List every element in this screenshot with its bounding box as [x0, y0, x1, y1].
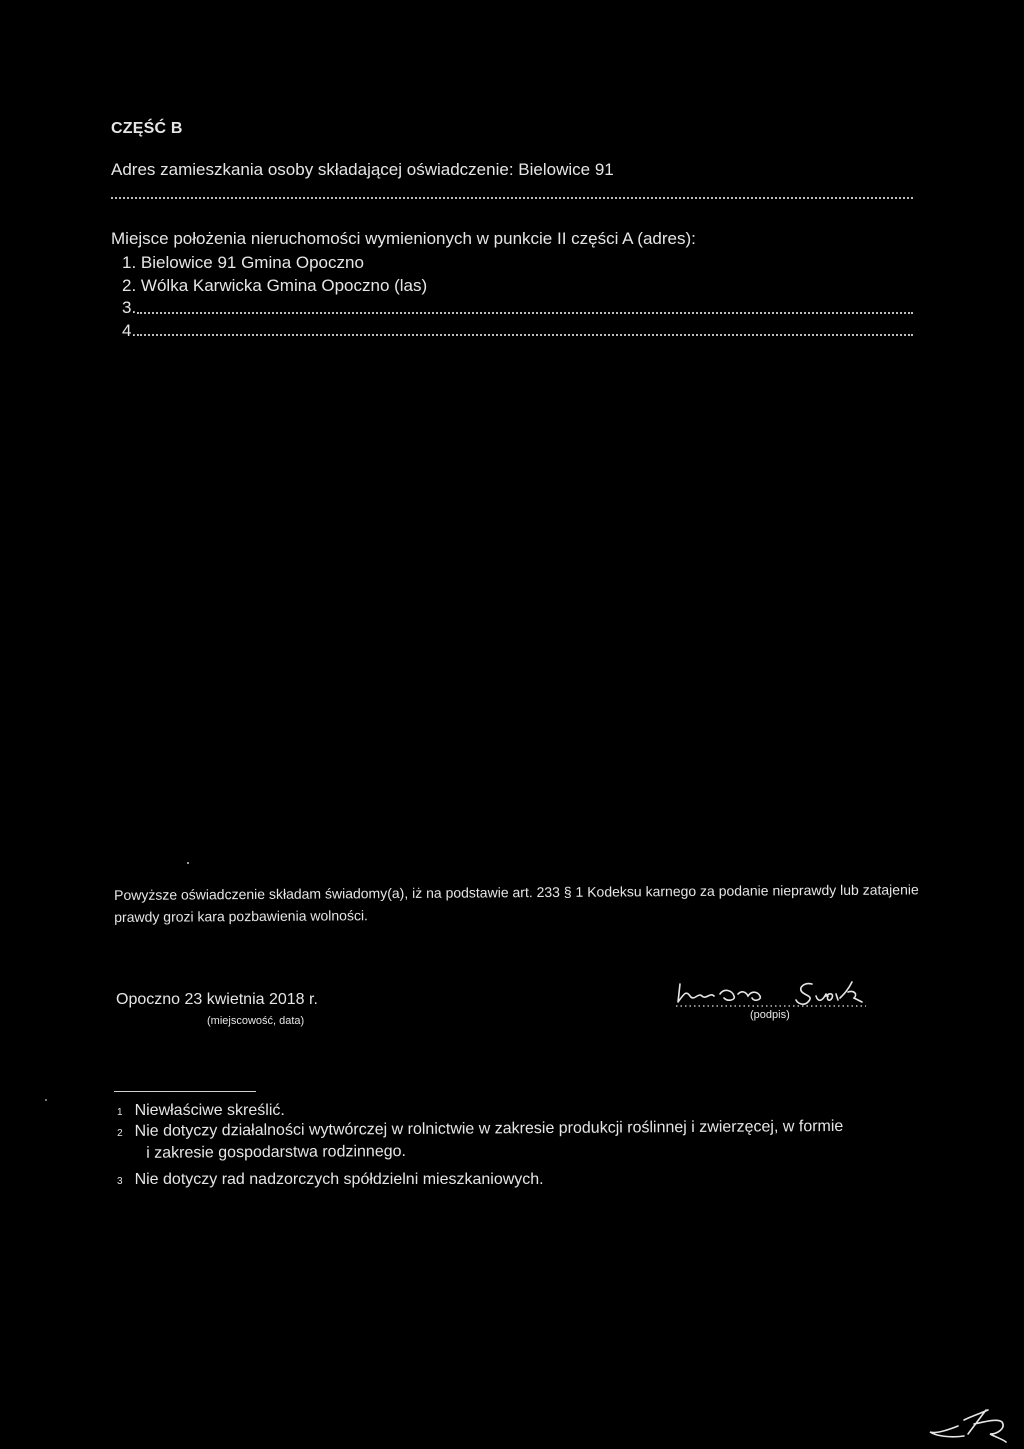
footnote-continuation: i zakresie gospodarstwa rodzinnego.: [146, 1142, 406, 1162]
footnote: [117, 1100, 285, 1122]
handwritten-signature: [676, 980, 866, 1010]
signature-caption: (podpis): [750, 1009, 790, 1021]
address-label: Adres zamieszkania osoby składającej oświadczenie:: [111, 160, 514, 179]
section-heading: CZĘŚĆ B: [111, 120, 183, 137]
location-text: Bielowice 91 Gmina Opoczno: [140, 253, 364, 272]
location-number: 1.: [122, 253, 137, 272]
scan-speck: [187, 862, 189, 864]
footnote-mark: 1: [117, 1107, 123, 1118]
footnote: [117, 1169, 544, 1191]
address-value: Bielowice 91: [518, 160, 614, 179]
location-item: [122, 298, 136, 318]
location-text: Wólka Karwicka Gmina Opoczno (las): [140, 276, 428, 295]
declaration-text: Powyższe oświadczenie składam świadomy(a), iż na podstawie art. 233 § 1 Kodeksu karnego za podanie nieprawdy lub zatajenie prawdy grozi kara pozbawienia wolności.: [114, 881, 919, 925]
footnote-text: Nie dotyczy rad nadzorczych spółdzielni mieszkaniowych.: [134, 1171, 544, 1188]
footnote-mark: 3: [117, 1176, 123, 1187]
location-item: [122, 321, 136, 341]
footnote-text: Nie dotyczy działalności wytwórczej w rolnictwie w zakresie produkcji roślinnej i zwierzęcej, w formie: [134, 1117, 844, 1140]
location-number: 3.: [122, 298, 137, 317]
locations-heading: Miejsce położenia nieruchomości wymienionych w punkcie II części A (adres):: [111, 229, 696, 248]
location-dotted-line: [137, 312, 913, 314]
initials-mark: [928, 1400, 1008, 1445]
address-line: [111, 160, 614, 180]
location-item: [122, 276, 427, 296]
footnote-rule: [114, 1091, 256, 1092]
location-item: [122, 253, 364, 273]
location-number: 4.: [122, 321, 137, 340]
scan-speck: [45, 1099, 47, 1101]
place-date: Opoczno 23 kwietnia 2018 r.: [116, 991, 318, 1008]
footnote: [117, 1115, 937, 1165]
location-number: 2.: [122, 276, 137, 295]
place-date-caption: (miejscowość, data): [207, 1015, 305, 1027]
footnote-mark: 2: [117, 1127, 123, 1139]
address-dotted-line: [111, 197, 913, 199]
location-dotted-line: [137, 334, 913, 336]
footnote-text: Niewłaściwe skreślić.: [134, 1102, 285, 1119]
